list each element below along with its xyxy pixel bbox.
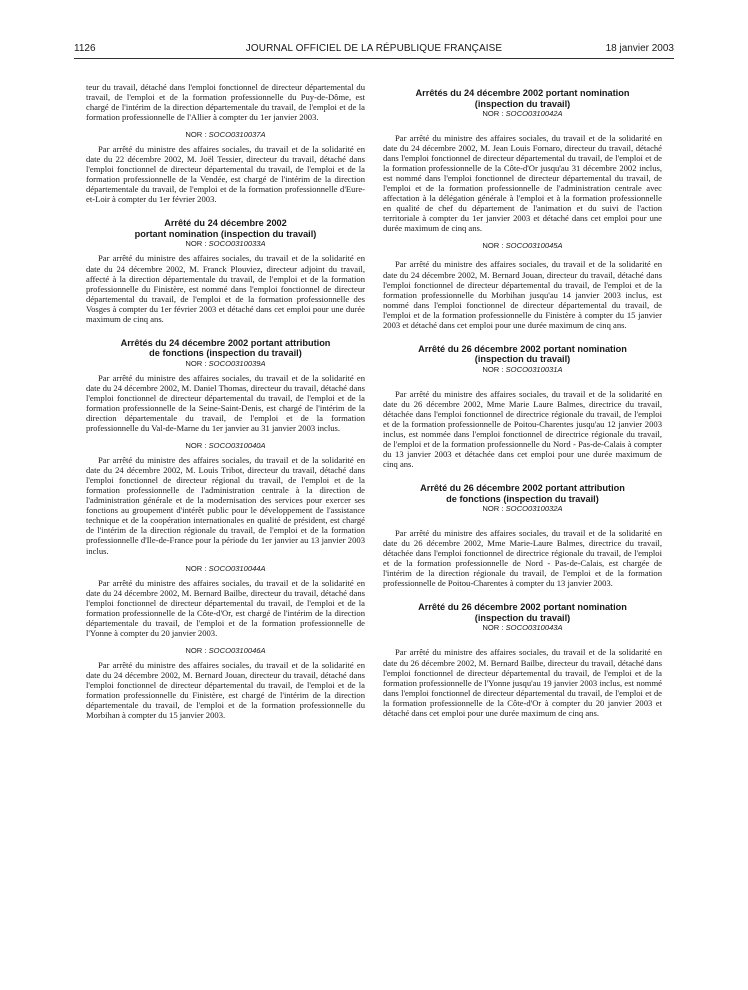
nor-reference: NOR : SOCO0310037A — [185, 130, 266, 140]
paragraph: Par arrêté du ministre des affaires sociales, du travail et de la solidarité en date du 24 décembre 2002, M. Jean Louis Fornaro, directeur du travail, détaché dans l'emploi fonctionnel de directeur départemental du travail, de l'emploi et de la formation professionnelle de la Côte-d'Or jusqu'au 31 décembre 2002 inclus, est nommé dans l'emploi fonctionnel de directeur départemental du travail, de l'emploi et de la formation professionnelle de l'administration centrale avec affectation à la délégation générale à l'emploi et à la formation professionnelle en qualité de chef du département de l'animation et du suivi de l'action territoriale à compter du 1er janvier 2003 et détaché dans cet emploi pour une durée maximum de cinq ans. — [383, 133, 662, 234]
nor-reference: NOR : SOCO0310032A — [482, 504, 563, 514]
nor-reference: NOR : SOCO0310046A — [185, 645, 266, 655]
nor-reference: NOR : SOCO0310039A — [185, 358, 266, 368]
section-heading: Arrêté du 26 décembre 2002 portant nomination (inspection du travail) — [418, 602, 627, 623]
paragraph: Par arrêté du ministre des affaires sociales, du travail et de la solidarité en date du 26 décembre 2002, M. Bernard Bailbe, directeur du travail, détaché dans l'emploi fonctionnel de directeur départemental du travail, de l'emploi et de la formation professionnelle de l'Yonne jusqu'au 19 janvier 2003 inclus, est nommé dans l'emploi fonctionnel de directeur départemental du travail, de l'emploi et de la formation professionnelle de la Côte-d'Or à compter du 20 janvier 2003 et détaché dans cet emploi pour une durée maximum de cinq ans. — [383, 647, 662, 718]
paragraph: Par arrêté du ministre des affaires sociales, du travail et de la solidarité en date du 26 décembre 2002, Mme Marie Laure Balmes, directrice du travail, détachée dans l'emploi fonctionnel de directrice régionale du travail, de l'emploi et de la formation professionnelle de Poitou-Charentes jusqu'au 12 janvier 2003 inclus, est nommée dans l'emploi fonctionnel de directrice régionale du travail, de l'emploi et de la formation professionnelle du Nord - Pas-de-Calais à compter du 13 janvier 2003 et détachée dans cet emploi pour une durée maximum de cinq ans. — [383, 388, 662, 470]
page-number: 1126 — [74, 43, 96, 54]
paragraph: Par arrêté du ministre des affaires sociales, du travail et de la solidarité en date du 24 décembre 2002, M. Daniel Thomas, directeur du travail, détaché dans l'emploi fonctionnel de directeur départemental du travail, de l'emploi et de la formation professionnelle de la Seine-Saint-Denis, est chargé de l'intérim de la direction départementale du travail, de l'emploi et de la formation professionnelle du Val-de-Marne du 1er janvier au 31 janvier 2003 inclus. — [86, 372, 365, 434]
paragraph: Par arrêté du ministre des affaires sociales, du travail et de la solidarité en date du 26 décembre 2002, Mme Marie-Laure Balmes, directrice du travail, détachée dans l'emploi fonctionnel de directrice régionale du travail, de l'emploi et de la formation professionnelle de Nord - Pas-de-Calais, est chargée de l'intérim de la direction régionale du travail, de l'emploi et de la formation professionnelle de Poitou-Charentes à compter du 13 janvier 2003. — [383, 528, 662, 589]
right-column — [383, 88, 662, 718]
journal-title: JOURNAL OFFICIEL DE LA RÉPUBLIQUE FRANÇAISE — [245, 43, 503, 54]
header-rule — [74, 58, 674, 59]
nor-reference: NOR : SOCO0310040A — [185, 441, 266, 451]
nor-reference: NOR : SOCO0310044A — [185, 563, 266, 573]
nor-reference: NOR : SOCO0310043A — [482, 623, 563, 633]
section-heading: Arrêté du 24 décembre 2002 portant nomination (inspection du travail) — [134, 218, 317, 239]
issue-date: 18 janvier 2003 — [605, 43, 674, 54]
paragraph: Par arrêté du ministre des affaires sociales, du travail et de la solidarité en date du 24 décembre 2002, M. Bernard Bailbe, directeur du travail, détaché dans l'emploi fonctionnel de directeur départemental du travail, de l'emploi et de la formation professionnelle de la Côte-d'Or, est chargé de l'intérim de la direction départementale du travail, de l'emploi et de la formation professionnelle de l'Yonne à compter du 20 janvier 2003. — [86, 577, 365, 638]
section-heading: Arrêtés du 24 décembre 2002 portant attribution de fonctions (inspection du travail) — [120, 337, 331, 359]
section-heading: Arrêtés du 24 décembre 2002 portant nomination (inspection du travail) — [415, 88, 630, 109]
paragraph: Par arrêté du ministre des affaires sociales, du travail et de la solidarité en date du 22 décembre 2002, M. Joël Tessier, directeur du travail, détaché dans l'emploi fonctionnel de directeur départemental du travail, de l'emploi et de la formation professionnelle de la Vendée, est chargé de l'intérim de la direction départementale du travail, de l'emploi et de la formation professionnelle d'Eure-et-Loir à compter du 1er février 2003. — [86, 144, 365, 205]
paragraph: Par arrêté du ministre des affaires sociales, du travail et de la solidarité en date du 24 décembre 2002, M. Louis Tribot, directeur du travail, détaché dans l'emploi fonctionnel de directeur régional du travail, de l'emploi et de la formation professionnelle de l'administration centrale à la direction de l'administration générale et de la modernisation des services pour exercer ses fonctions au groupement d'intérêt public pour le développement de l'assistance technique et de la coopération internationales en qualité de président, est chargé de l'intérim de la direction régionale du travail, de l'emploi et de la formation professionnelle d'Ile-de-France pour la période du 1er janvier au 13 janvier 2003 inclus. — [86, 455, 365, 556]
left-column — [86, 82, 365, 720]
paragraph: teur du travail, détaché dans l'emploi fonctionnel de directeur départemental du travail, de l'emploi et de la formation professionnelle du Puy-de-Dôme, est chargé de l'intérim de la direction départementale du travail, de l'emploi et de la formation professionnelle de l'Allier à compter du 1er janvier 2003. — [86, 82, 365, 123]
page-header — [74, 43, 674, 57]
paragraph: Par arrêté du ministre des affaires sociales, du travail et de la solidarité en date du 24 décembre 2002, M. Franck Plouviez, directeur adjoint du travail, affecté à la direction départementale du travail, de l'emploi et de la formation professionnelle du Finistère, est nommé dans l'emploi fonctionnel de directeur départemental du travail, de l'emploi et de la formation professionnelle des Vosges à compter du 1er février 2003 et détaché dans cet emploi pour une durée maximum de cinq ans. — [86, 253, 365, 324]
nor-reference: NOR : SOCO0310045A — [482, 241, 563, 251]
section-heading: Arrêté du 26 décembre 2002 portant nomination (inspection du travail) — [418, 343, 627, 365]
section-heading: Arrêté du 26 décembre 2002 portant attribution de fonctions (inspection du travail) — [420, 483, 625, 504]
paragraph: Par arrêté du ministre des affaires sociales, du travail et de la solidarité en date du 24 décembre 2002, M. Bernard Jouan, directeur du travail, détaché dans l'emploi fonctionnel de directeur départemental du travail, de l'emploi et de la formation professionnelle du Finistère, est chargé de l'intérim de la direction départementale du travail, de l'emploi et de la formation professionnelle du Morbihan à compter du 15 janvier 2003. — [86, 659, 365, 721]
nor-reference: NOR : SOCO0310033A — [185, 239, 266, 249]
nor-reference: NOR : SOCO0310031A — [482, 364, 563, 374]
nor-reference: NOR : SOCO0310042A — [482, 109, 563, 118]
paragraph: Par arrêté du ministre des affaires sociales, du travail et de la solidarité en date du 24 décembre 2002, M. Bernard Jouan, directeur du travail, détaché dans l'emploi fonctionnel de directeur départemental du travail, de l'emploi et de la formation professionnelle du Morbihan jusqu'au 14 janvier 2003 inclus, est nommé dans l'emploi fonctionnel de directeur départemental du travail, de l'emploi et de la formation professionnelle du Finistère à compter du 15 janvier 2003 et détaché dans cet emploi pour une durée maximum de cinq ans. — [383, 259, 662, 330]
